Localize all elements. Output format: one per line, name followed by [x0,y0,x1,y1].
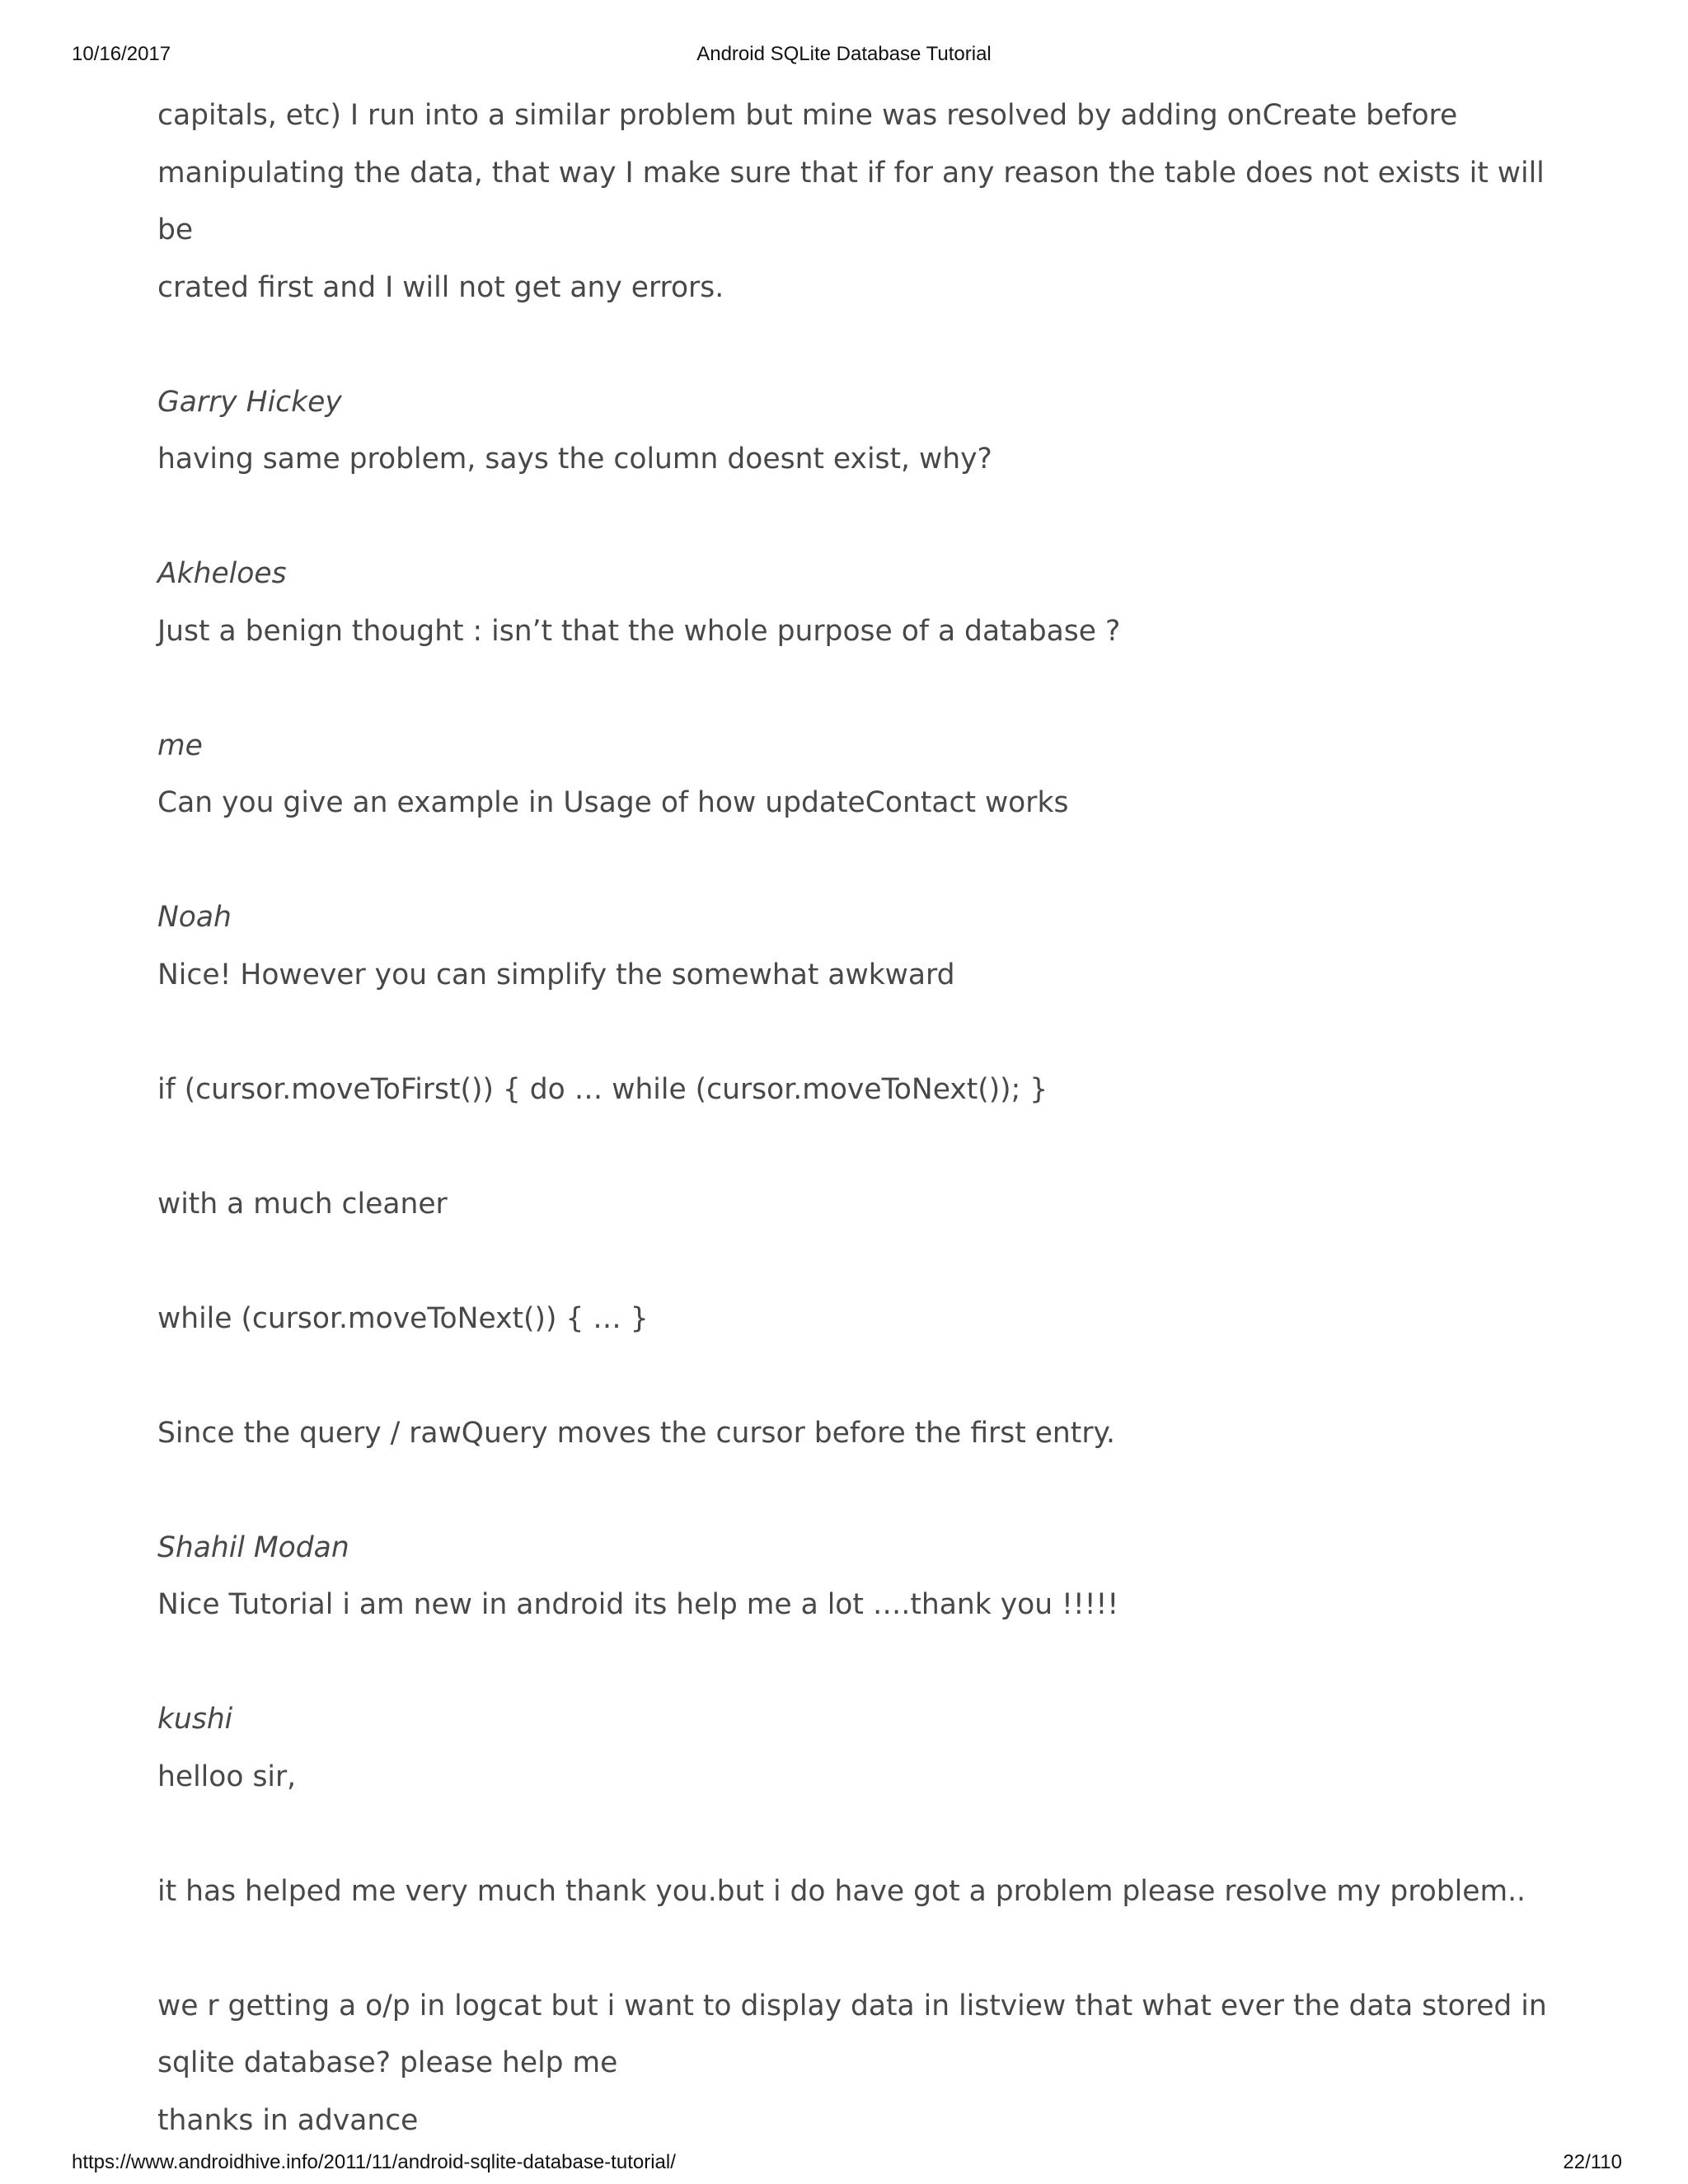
comments-list [157,87,1575,2149]
spacer [157,316,1575,374]
comment-line: crated first and I will not get any errors. [157,270,724,304]
code-line: if (cursor.moveToFirst()) { do … while (cursor.moveToNext()); } [157,1072,1048,1106]
spacer [157,1004,1575,1062]
comment-line: it has helped me very much thank you.but i do have got a problem please resolve my problem.. [157,1874,1526,1908]
comment [157,546,1575,660]
spacer [157,489,1575,546]
comment [157,889,1575,1462]
comment-line: sqlite database? please help me [157,2046,618,2079]
code-line: while (cursor.moveToNext()) { … } [157,1301,649,1335]
comment-author: Akheloes [157,557,287,590]
spacer [157,1347,1575,1405]
comment-line: Just a benign thought : isn’t that the whole purpose of a database ? [157,614,1121,648]
print-title: Android SQLite Database Tutorial [696,43,992,65]
comment-line: having same problem, says the column doesnt exist, why? [157,443,992,476]
comment [157,718,1575,832]
spacer [157,832,1575,890]
print-date: 10/16/2017 [72,43,171,65]
comment-line: helloo sir, [157,1760,297,1793]
comment [157,87,1575,316]
comment-line: manipulating the data, that way I make sure that if for any reason the table does not exists it will be [157,156,1554,246]
comment-author: Noah [157,901,232,934]
spacer [157,1920,1575,1978]
spacer [157,660,1575,718]
spacer [157,1233,1575,1291]
comment-author: kushi [157,1703,233,1736]
spacer [157,1806,1575,1863]
comment-line: we r getting a o/p in logcat but i want to display data in listview that what ever the data stored in [157,1989,1547,2022]
page-url: https://www.androidhive.info/2011/11/android-sqlite-database-tutorial/ [72,2151,676,2173]
spacer [157,1118,1575,1176]
comment-line: Nice! However you can simplify the somewhat awkward [157,958,955,991]
comment-line: capitals, etc) I run into a similar problem but mine was resolved by adding onCreate before [157,99,1458,132]
comment-line: Nice Tutorial i am new in android its help me a lot ….thank you !!!!! [157,1588,1119,1621]
comment-author: Shahil Modan [157,1530,349,1564]
comment-line: thanks in advance [157,2103,419,2137]
print-header [0,43,1688,69]
page-number: 22/110 [1563,2151,1622,2173]
comment-author: me [157,729,203,762]
comment [157,1520,1575,1634]
comment-line: with a much cleaner [157,1187,448,1221]
spacer [157,1634,1575,1692]
comment [157,374,1575,489]
spacer [157,1462,1575,1520]
comment-line: Since the query / rawQuery moves the cursor before the first entry. [157,1416,1115,1450]
comment [157,1691,1575,2149]
comment-author: Garry Hickey [157,385,342,419]
comment-line: Can you give an example in Usage of how updateContact works [157,786,1069,819]
print-footer [0,2151,1688,2177]
